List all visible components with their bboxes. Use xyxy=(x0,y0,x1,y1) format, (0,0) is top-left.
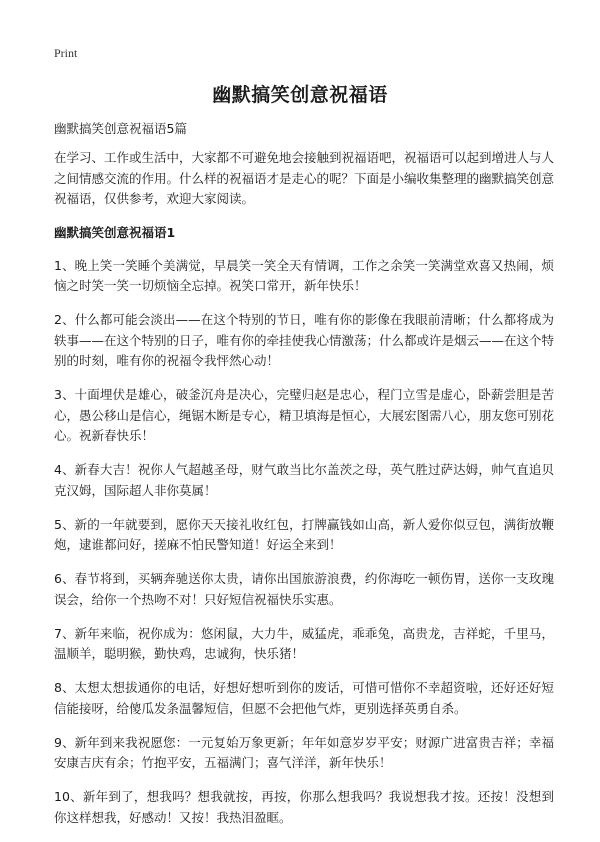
page-title: 幽默搞笑创意祝福语 xyxy=(212,84,388,106)
intro-paragraph: 在学习、工作或生活中，大家都不可避免地会接触到祝福语吧，祝福语可以起到增进人与人之间情感交流的作用。什么样的祝福语才是走心的呢？下面是小编收集整理的幽默搞笑创意祝福语，仅供参考，欢迎大家阅读。 xyxy=(54,150,555,206)
wish-item-8: 8、太想太想拔通你的电话，好想好想听到你的废话，可惜可惜你不幸超资啦，还好还好短信能接呀，给傻瓜发条温馨短信，但愿不会把他气炸，更别选择英勇自杀。 xyxy=(54,680,554,716)
article-body xyxy=(54,148,554,842)
wish-item-7: 7、新年来临，祝你成为：悠闲鼠，大力牛，威猛虎，乖乖兔，高贵龙，吉祥蛇，千里马，温顺羊，聪明猴，勤快鸡，忠诚狗，快乐猪！ xyxy=(54,625,554,661)
wish-item-2: 2、什么都可能会淡出——在这个特别的节日，唯有你的影像在我眼前清晰；什么都将成为轶事——在这个特别的日子，唯有你的牵挂使我心情激荡；什么都或许是烟云——在这个特别的时刻，唯有你的祝福令我怦然心动！ xyxy=(54,312,555,368)
wish-item-9: 9、新年到来我祝愿您：一元复始万象更新；年年如意岁岁平安；财源广进富贵吉祥；幸福安康吉庆有余；竹抱平安，五福满门；喜气洋洋，新年快乐！ xyxy=(54,734,554,770)
wish-item-10: 10、新年到了，想我吗？想我就按，再按，你那么想我吗？我说想我才按。还按！没想到你这样想我，好感动！又按！我热泪盈眶。 xyxy=(54,789,554,825)
wish-item-1: 1、晚上笑一笑睡个美满觉，早晨笑一笑全天有情调，工作之余笑一笑满堂欢喜又热闹，烦恼之时笑一笑一切烦恼全忘掉。祝笑口常开，新年快乐！ xyxy=(54,257,554,293)
section-heading: 幽默搞笑创意祝福语1 xyxy=(54,225,176,240)
article-subtitle: 幽默搞笑创意祝福语5篇 xyxy=(54,121,187,136)
wish-item-3: 3、十面埋伏是雄心，破釜沉舟是决心，完璧归赵是忠心，程门立雪是虚心，卧薪尝胆是苦心，愚公移山是信心，绳锯木断是专心，精卫填海是恒心，大展宏图需八心，朋友您可别花心。祝新春快乐！ xyxy=(54,387,555,443)
wish-item-6: 6、春节将到，买辆奔驰送你太贵，请你出国旅游浪费，约你海吃一顿伤胃，送你一支玫瑰误会，给你一个热吻不对！只好短信祝福快乐实惠。 xyxy=(54,571,554,607)
print-link[interactable]: Print xyxy=(54,46,78,60)
wish-item-5: 5、新的一年就要到，愿你天天接礼收红包，打牌赢钱如山高，新人爱你似豆包，满街放鞭炮，逮谁都问好，搓麻不怕民警知道！好运全来到！ xyxy=(54,516,554,552)
wish-item-4: 4、新春大吉！祝你人气超越圣母，财气敢当比尔盖茨之母，英气胜过萨达姆，帅气直追贝克汉姆，国际超人非你莫属！ xyxy=(54,462,554,498)
